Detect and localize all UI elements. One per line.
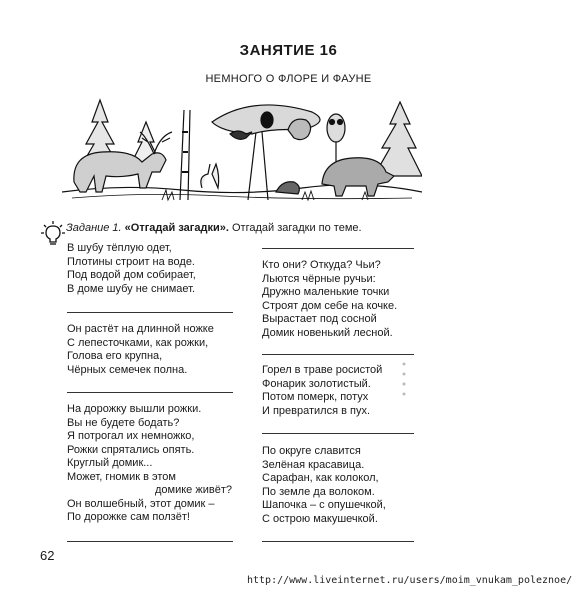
answer-line[interactable] xyxy=(262,541,414,542)
answer-line[interactable] xyxy=(262,354,414,355)
riddle-line: Сарафан, как колокол, xyxy=(262,472,379,484)
riddle-line: По дорожке сам ползёт! xyxy=(67,511,190,523)
riddle-sunflower xyxy=(67,323,214,377)
riddle-line: Льются чёрные ручьи: xyxy=(262,272,376,285)
task-name: «Отгадай загадки». xyxy=(124,222,229,234)
riddle-line: Зелёная красавица. xyxy=(262,458,365,471)
answer-line[interactable] xyxy=(67,541,233,542)
task-number: Задание 1. xyxy=(66,222,122,234)
riddle-line: По округе славится xyxy=(262,445,361,457)
lesson-subtitle: НЕМНОГО О ФЛОРЕ И ФАУНЕ xyxy=(205,73,372,85)
riddle-line: Кто они? Откуда? Чьи? xyxy=(262,259,381,271)
riddle-line: Потом померк, потух xyxy=(262,391,369,403)
riddle-line: И превратился в пух. xyxy=(262,404,371,417)
riddle-line: Шапочка – с опушечкой, xyxy=(262,499,386,511)
riddle-snail xyxy=(67,403,232,525)
lesson-title: ЗАНЯТИЕ 16 xyxy=(239,42,338,59)
riddle-line: Я потрогал их немножко, xyxy=(67,430,195,442)
lightbulb-icon xyxy=(41,220,65,246)
riddle-line: Рожки спрятались опять. xyxy=(67,443,195,456)
riddle-line: В доме шубу не снимает. xyxy=(67,282,196,295)
riddle-line: домике живёт? xyxy=(155,484,232,496)
riddle-line: Голова его крупна, xyxy=(67,350,163,362)
riddle-ants xyxy=(262,259,397,340)
riddle-line: По земле да волоком. xyxy=(262,485,375,498)
riddle-line: Может, гномик в этом xyxy=(67,470,176,483)
riddle-line: Круглый домик... xyxy=(67,457,153,469)
riddle-line: Фонарик золотистый. xyxy=(262,377,371,390)
riddle-line: С лепесточками, как рожки, xyxy=(67,336,209,349)
margin-dots-decoration xyxy=(400,360,408,400)
riddle-line: Он растёт на длинной ножке xyxy=(67,323,214,335)
riddle-line: С острою макушечкой. xyxy=(262,512,378,525)
task-heading xyxy=(66,222,362,234)
riddle-fir-tree xyxy=(262,445,386,526)
riddle-line: Домик новенький лесной. xyxy=(262,326,393,339)
riddle-line: Под водой дом собирает, xyxy=(67,269,196,281)
riddle-line: Чёрных семечек полна. xyxy=(67,363,188,376)
riddle-line: Он волшебный, этот домик – xyxy=(67,497,215,510)
riddle-line: В шубу тёплую одет, xyxy=(67,242,172,254)
riddle-line: На дорожку вышли рожки. xyxy=(67,403,202,415)
riddle-beaver xyxy=(67,242,196,296)
answer-line[interactable] xyxy=(67,312,233,313)
riddle-line: Вырастает под сосной xyxy=(262,313,377,325)
answer-line[interactable] xyxy=(67,392,233,393)
riddle-line: Дружно маленькие точки xyxy=(262,286,390,298)
answer-line[interactable] xyxy=(262,248,414,249)
page-number: 62 xyxy=(40,548,55,563)
riddle-line: Плотины строит на воде. xyxy=(67,255,195,268)
riddle-line: Строят дом себе на кочке. xyxy=(262,299,398,312)
forest-animals-illustration xyxy=(62,92,422,204)
task-instruction: Отгадай загадки по теме. xyxy=(231,222,362,234)
riddle-line: Горел в траве росистой xyxy=(262,364,383,376)
riddle-dandelion xyxy=(262,364,382,418)
riddle-line: Вы не будете бодать? xyxy=(67,416,180,429)
answer-line[interactable] xyxy=(262,433,414,434)
source-url[interactable]: http://www.liveinternet.ru/users/moim_vnukam_poleznoe/ xyxy=(247,575,573,586)
